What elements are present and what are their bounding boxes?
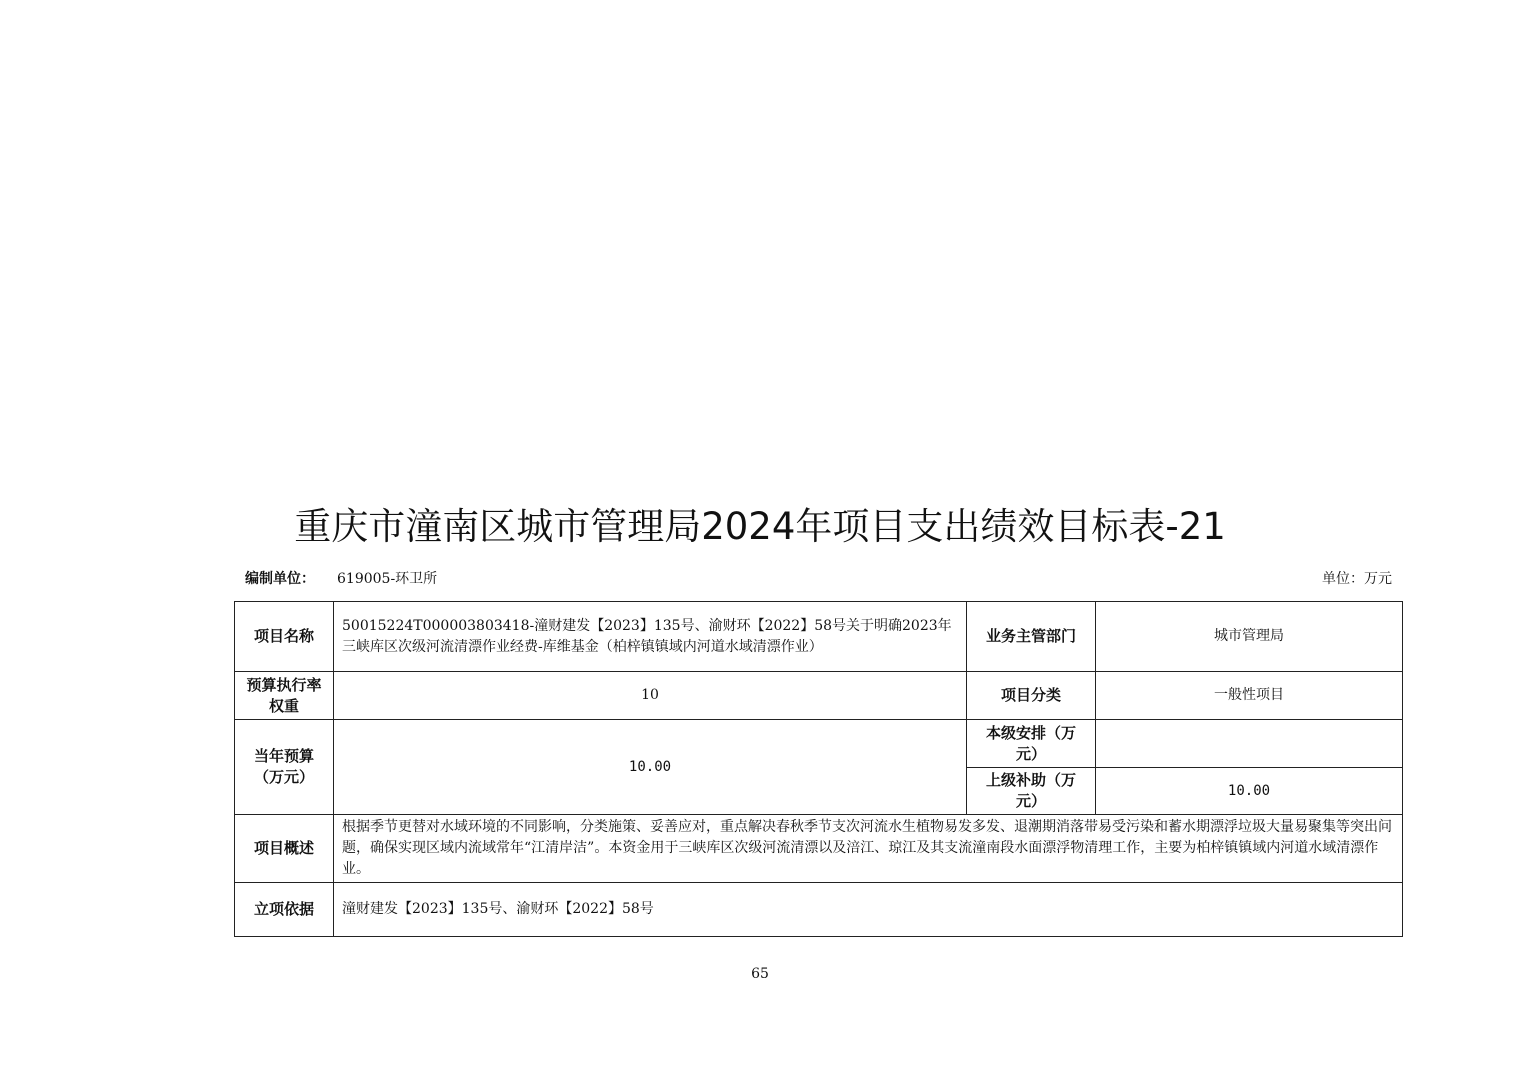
exec-weight-value: 10	[334, 672, 967, 720]
unit-value: 619005-环卫所	[337, 571, 438, 587]
budget-label: 当年预算（万元）	[235, 720, 334, 815]
project-name-label: 项目名称	[235, 602, 334, 672]
overview-label: 项目概述	[235, 815, 334, 883]
table-row	[235, 602, 1403, 672]
currency-note: 单位：万元	[1322, 571, 1392, 587]
dept-label: 业务主管部门	[967, 602, 1096, 672]
project-name-value: 50015224T000003803418-潼财建发【2023】135号、渝财环【2022】58号关于明确2023年三峡库区次级河流清漂作业经费-库维基金（柏梓镇镇域内河道水域清漂作业）	[334, 602, 967, 672]
unit-info	[245, 568, 437, 588]
page-title: 重庆市潼南区城市管理局2024年项目支出绩效目标表-21	[294, 505, 1226, 548]
local-value	[1096, 720, 1403, 768]
unit-label: 编制单位：	[245, 571, 315, 587]
local-label: 本级安排（万元）	[967, 720, 1096, 768]
page-number: 65	[751, 966, 769, 982]
performance-table	[234, 601, 1403, 937]
table-row	[235, 720, 1403, 768]
category-label: 项目分类	[967, 672, 1096, 720]
table-row	[235, 672, 1403, 720]
subsidy-value: 10.00	[1096, 768, 1403, 815]
table-row	[235, 815, 1403, 883]
exec-weight-label: 预算执行率权重	[235, 672, 334, 720]
dept-value: 城市管理局	[1096, 602, 1403, 672]
basis-value: 潼财建发【2023】135号、渝财环【2022】58号	[334, 883, 1403, 937]
basis-label: 立项依据	[235, 883, 334, 937]
table-row	[235, 883, 1403, 937]
overview-value: 根据季节更替对水域环境的不同影响，分类施策、妥善应对，重点解决春秋季节支次河流水生植物易发多发、退潮期消落带易受污染和蓄水期漂浮垃圾大量易聚集等突出问题，确保实现区域内流域常年“江清岸洁”。本资金用于三峡库区次级河流清漂以及涪江、琼江及其支流潼南段水面漂浮物清理工作，主要为柏梓镇镇域内河道水域清漂作业。	[334, 815, 1403, 883]
budget-value: 10.00	[334, 720, 967, 815]
subsidy-label: 上级补助（万元）	[967, 768, 1096, 815]
category-value: 一般性项目	[1096, 672, 1403, 720]
